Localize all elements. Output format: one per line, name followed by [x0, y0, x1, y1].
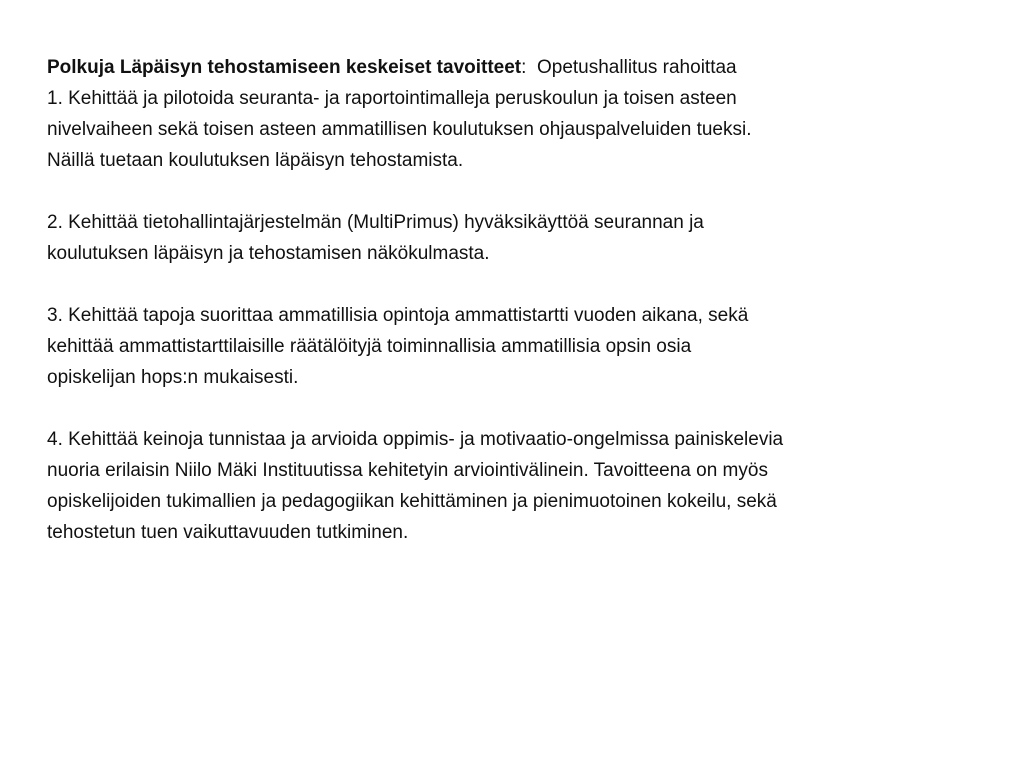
- goal-2-line-1: 2. Kehittää tietohallintajärjestelmän (MultiPrimus) hyväksikäyttöä seurannan ja: [47, 212, 704, 233]
- goal-2-line-2: koulutuksen läpäisyn ja tehostamisen näkökulmasta.: [47, 243, 490, 264]
- paragraph-gap: [47, 393, 977, 424]
- slide-heading: [47, 52, 977, 83]
- paragraph-gap: [47, 176, 977, 207]
- goal-3-line-2: kehittää ammattistarttilaisille räätälöityjä toiminnallisia ammatillisia opsin osia: [47, 336, 692, 357]
- goal-item-3: [47, 300, 977, 393]
- goal-3-line-3: opiskelijan hops:n mukaisesti.: [47, 367, 299, 388]
- goal-4-line-2: nuoria erilaisin Niilo Mäki Instituutissa kehitetyin arviointivälinein. Tavoitteena on myös: [47, 460, 768, 481]
- goal-4-line-4: tehostetun tuen vaikuttavuuden tutkiminen.: [47, 522, 409, 543]
- goal-item-2: [47, 207, 977, 269]
- paragraph-gap: [47, 269, 977, 300]
- goal-item-4: [47, 424, 977, 548]
- slide-body: [47, 52, 977, 548]
- goal-4-line-3: opiskelijoiden tukimallien ja pedagogiikan kehittäminen ja pienimuotoinen kokeilu, sekä: [47, 491, 777, 512]
- goal-1-line-1: 1. Kehittää ja pilotoida seuranta- ja raportointimalleja peruskoulun ja toisen asteen: [47, 88, 737, 109]
- goal-4-line-1: 4. Kehittää keinoja tunnistaa ja arvioida oppimis- ja motivaatio-ongelmissa painiskelevia: [47, 429, 784, 450]
- goal-3-line-1: 3. Kehittää tapoja suorittaa ammatillisia opintoja ammattistartti vuoden aikana, sekä: [47, 305, 749, 326]
- goal-1-line-2: nivelvaiheen sekä toisen asteen ammatillisen koulutuksen ohjauspalveluiden tueksi.: [47, 119, 752, 140]
- heading-separator: :: [521, 57, 527, 78]
- heading-bold-text: Polkuja Läpäisyn tehostamiseen keskeiset tavoitteet: [47, 57, 522, 78]
- goal-1-line-3: Näillä tuetaan koulutuksen läpäisyn tehostamista.: [47, 150, 464, 171]
- heading-rest-text: Opetushallitus rahoittaa: [526, 57, 737, 78]
- goal-item-1: [47, 83, 977, 176]
